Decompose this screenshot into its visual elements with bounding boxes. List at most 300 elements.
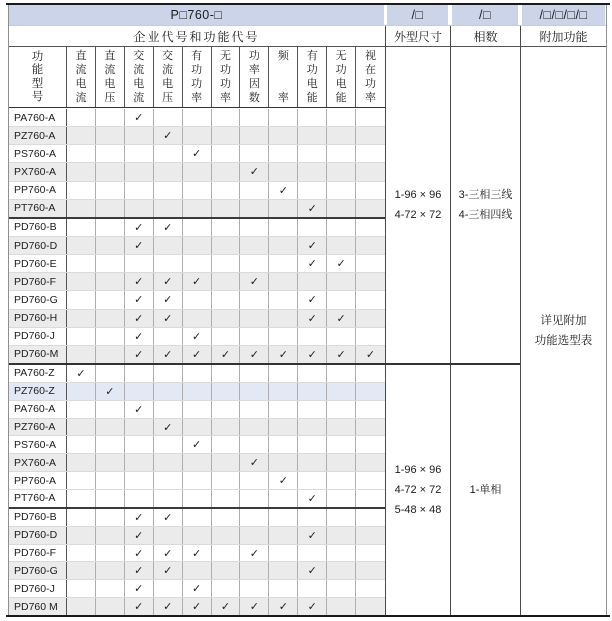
check-cell (183, 219, 212, 236)
check-cell (356, 200, 385, 217)
model-cell: PD760-F (9, 545, 67, 562)
check-cell (125, 163, 154, 180)
check-mark-cell: ✓ (125, 527, 154, 544)
check-cell (183, 109, 212, 126)
check-cell (298, 127, 327, 144)
check-cell (183, 509, 212, 526)
check-cell (96, 346, 125, 363)
phase-column-title: 相数 (473, 30, 498, 44)
model-cell: PZ760-A (9, 419, 67, 436)
check-cell (240, 562, 269, 579)
check-cell (67, 436, 96, 453)
check-cell (96, 365, 125, 382)
header-char: 无 (219, 50, 231, 62)
check-cell (298, 219, 327, 236)
model-cell: PD760-D (9, 527, 67, 544)
check-cell (327, 419, 356, 436)
table-row (9, 109, 385, 127)
model-cell: PD760-J (9, 580, 67, 597)
table-row (9, 182, 385, 200)
check-cell (125, 383, 154, 400)
header-char: 号 (31, 90, 44, 103)
header-char: 率 (248, 64, 260, 76)
check-cell (240, 109, 269, 126)
check-mark-cell: ✓ (154, 545, 183, 562)
dimension-option: 1-96 × 96 (394, 189, 442, 201)
check-cell (183, 200, 212, 217)
check-mark-cell: ✓ (125, 346, 154, 363)
check-cell (212, 562, 241, 579)
check-mark-cell: ✓ (298, 346, 327, 363)
check-cell (298, 545, 327, 562)
check-mark-cell: ✓ (240, 545, 269, 562)
check-cell (212, 219, 241, 236)
check-mark-cell: ✓ (298, 291, 327, 308)
check-cell (96, 291, 125, 308)
left-section-title: 企业代号和功能代号 (133, 30, 260, 44)
check-cell (269, 419, 298, 436)
check-mark-cell: ✓ (154, 509, 183, 526)
check-cell (96, 182, 125, 199)
check-cell (240, 291, 269, 308)
check-cell (327, 163, 356, 180)
check-mark-cell: ✓ (240, 273, 269, 290)
check-cell (67, 545, 96, 562)
check-cell (356, 598, 385, 615)
check-cell (240, 255, 269, 272)
table-row (9, 127, 385, 145)
check-cell (96, 237, 125, 254)
table-row (9, 419, 385, 437)
table-row (9, 436, 385, 454)
check-mark-cell: ✓ (298, 255, 327, 272)
check-cell (96, 598, 125, 615)
check-cell (298, 436, 327, 453)
check-cell (212, 200, 241, 217)
check-cell (154, 200, 183, 217)
check-cell (212, 273, 241, 290)
header-char: 电 (162, 78, 174, 90)
check-cell (240, 219, 269, 236)
check-cell (269, 273, 298, 290)
check-cell (298, 580, 327, 597)
header-char: 有 (306, 50, 318, 62)
check-cell (298, 472, 327, 489)
check-cell (67, 598, 96, 615)
check-cell (269, 163, 298, 180)
check-mark-cell: ✓ (298, 310, 327, 327)
check-cell (154, 182, 183, 199)
table-row (9, 237, 385, 255)
check-cell (269, 383, 298, 400)
check-cell (67, 401, 96, 418)
model-cell: PA760-A (9, 401, 67, 418)
check-cell (67, 454, 96, 471)
check-mark-cell: ✓ (154, 346, 183, 363)
check-mark-cell: ✓ (125, 273, 154, 290)
check-cell (327, 545, 356, 562)
check-cell (67, 255, 96, 272)
check-cell (240, 580, 269, 597)
check-cell (356, 255, 385, 272)
check-cell (212, 419, 241, 436)
model-cell: PS760-A (9, 145, 67, 162)
check-cell (67, 163, 96, 180)
check-cell (96, 509, 125, 526)
check-cell (96, 255, 125, 272)
extra-note-line: 功能选型表 (534, 335, 593, 347)
table-right-border (606, 5, 607, 615)
table-row (9, 365, 385, 383)
check-cell (298, 273, 327, 290)
column-header-7 (240, 47, 269, 107)
check-cell (240, 527, 269, 544)
check-cell (212, 328, 241, 345)
check-mark-cell: ✓ (298, 562, 327, 579)
check-cell (183, 237, 212, 254)
header-char: 功 (219, 64, 231, 76)
check-mark-cell: ✓ (125, 237, 154, 254)
check-cell (356, 145, 385, 162)
check-cell (298, 145, 327, 162)
check-cell (154, 490, 183, 507)
check-cell (327, 454, 356, 471)
check-cell (96, 436, 125, 453)
column-header-11 (356, 47, 385, 107)
extra-code-header: /□/□/□/□ (522, 5, 605, 25)
check-cell (240, 436, 269, 453)
check-cell (67, 310, 96, 327)
check-cell (212, 454, 241, 471)
check-cell (96, 200, 125, 217)
check-mark-cell: ✓ (183, 145, 212, 162)
check-cell (356, 401, 385, 418)
check-cell (67, 509, 96, 526)
table-row (9, 545, 385, 563)
check-cell (212, 509, 241, 526)
check-cell (67, 346, 96, 363)
header-char: 功 (191, 64, 203, 76)
check-cell (212, 527, 241, 544)
model-cell: PA760-A (9, 109, 67, 126)
check-cell (240, 472, 269, 489)
check-mark-cell: ✓ (298, 200, 327, 217)
header-char: 功 (191, 78, 203, 90)
check-mark-cell: ✓ (365, 348, 376, 361)
model-cell: PD760-G (9, 562, 67, 579)
phase-option: 3-三相三线 (458, 189, 513, 201)
check-cell (327, 237, 356, 254)
check-mark-cell: ✓ (298, 527, 327, 544)
phase-options-three-phase (451, 47, 520, 363)
check-cell (183, 490, 212, 507)
table-row (9, 219, 385, 237)
check-mark-cell: ✓ (269, 598, 298, 615)
check-cell (125, 419, 154, 436)
table-row (9, 401, 385, 419)
check-mark-cell: ✓ (240, 454, 269, 471)
check-cell (212, 310, 241, 327)
check-cell (269, 237, 298, 254)
model-cell: PX760-A (9, 454, 67, 471)
check-mark-cell: ✓ (125, 219, 154, 236)
check-mark-cell: ✓ (125, 509, 154, 526)
check-cell (269, 291, 298, 308)
check-cell (298, 509, 327, 526)
column-header-3 (125, 47, 154, 107)
table-row (9, 509, 385, 527)
column-header-10 (327, 47, 356, 107)
table-row (9, 562, 385, 580)
check-mark-cell: ✓ (240, 598, 269, 615)
check-cell (240, 127, 269, 144)
table-row (9, 255, 385, 273)
column-header-8 (269, 47, 298, 107)
check-mark-cell: ✓ (298, 490, 327, 507)
check-mark-cell: ✓ (96, 383, 125, 400)
check-cell (269, 145, 298, 162)
check-cell (269, 545, 298, 562)
check-cell (356, 182, 385, 199)
check-cell (212, 580, 241, 597)
check-mark-cell: ✓ (125, 310, 154, 327)
check-cell (125, 200, 154, 217)
header-char: 电 (306, 78, 318, 90)
header-char: 流 (133, 64, 145, 76)
header-char: 功 (248, 50, 260, 62)
check-cell (240, 490, 269, 507)
check-cell (269, 200, 298, 217)
check-cell (327, 490, 356, 507)
header-char: 压 (104, 92, 116, 104)
check-cell (125, 436, 154, 453)
check-mark-cell: ✓ (183, 328, 212, 345)
check-mark-cell: ✓ (327, 310, 356, 327)
header-char: 能 (335, 92, 347, 104)
check-mark-cell: ✓ (67, 365, 96, 382)
check-cell (356, 328, 385, 345)
check-cell (183, 291, 212, 308)
check-cell (298, 182, 327, 199)
check-cell (298, 163, 327, 180)
model-cell: PD760-B (9, 509, 67, 526)
check-cell (154, 383, 183, 400)
check-cell (154, 365, 183, 382)
check-cell (212, 109, 241, 126)
table-row (9, 328, 385, 346)
table-bottom-border (6, 615, 610, 617)
dimension-code-header: /□ (387, 5, 448, 25)
check-cell (96, 454, 125, 471)
check-cell (327, 472, 356, 489)
check-cell (67, 127, 96, 144)
check-cell (240, 310, 269, 327)
check-cell (96, 310, 125, 327)
check-cell (96, 219, 125, 236)
check-cell (67, 109, 96, 126)
dimension-options-single-phase (386, 365, 450, 615)
check-cell (356, 163, 385, 180)
check-mark-cell: ✓ (125, 580, 154, 597)
check-cell (269, 580, 298, 597)
model-cell: PD760 M (9, 598, 67, 615)
header-char: 直 (104, 50, 116, 62)
table-row (9, 291, 385, 309)
check-cell (183, 255, 212, 272)
check-mark-cell: ✓ (212, 598, 241, 615)
check-mark-cell: ✓ (240, 163, 269, 180)
check-cell (96, 545, 125, 562)
header-char: 能 (31, 64, 44, 77)
check-cell (96, 109, 125, 126)
check-cell (125, 472, 154, 489)
extra-function-note (521, 47, 606, 615)
check-cell (298, 401, 327, 418)
check-cell (240, 509, 269, 526)
table-left-border (8, 5, 9, 615)
header-char: 电 (75, 78, 87, 90)
check-cell (240, 419, 269, 436)
header-char: 率 (277, 92, 289, 104)
header-char: 流 (75, 64, 87, 76)
table-row (9, 310, 385, 328)
check-cell (356, 509, 385, 526)
column-header-4 (154, 47, 183, 107)
check-cell (154, 580, 183, 597)
check-cell (183, 527, 212, 544)
check-cell (269, 219, 298, 236)
model-cell: PS760-A (9, 436, 67, 453)
header-band-divider (8, 25, 607, 26)
check-mark-cell: ✓ (327, 255, 356, 272)
single-phase-section (9, 365, 385, 615)
header-char: 功 (219, 78, 231, 90)
check-cell (183, 127, 212, 144)
check-cell (67, 527, 96, 544)
check-cell (356, 436, 385, 453)
check-cell (212, 163, 241, 180)
check-cell (356, 365, 385, 382)
header-char: 型 (31, 77, 44, 90)
check-cell (125, 454, 154, 471)
phase-code-header: /□ (452, 5, 518, 25)
check-cell (298, 454, 327, 471)
table-row (9, 472, 385, 490)
check-cell (154, 401, 183, 418)
check-cell (269, 127, 298, 144)
check-cell (96, 145, 125, 162)
check-mark-cell: ✓ (154, 310, 183, 327)
model-cell: PD760-J (9, 328, 67, 345)
model-cell: PP760-A (9, 472, 67, 489)
check-cell (327, 219, 356, 236)
check-cell (212, 127, 241, 144)
dimension-column-title: 外型尺寸 (393, 30, 442, 44)
header-char: 功 (365, 78, 377, 90)
check-mark-cell: ✓ (212, 346, 241, 363)
check-cell (212, 182, 241, 199)
phase-options-single-phase (451, 365, 520, 615)
check-cell (327, 401, 356, 418)
check-cell (183, 163, 212, 180)
check-cell (67, 291, 96, 308)
phase-option: 4-三相四线 (458, 209, 513, 221)
check-cell (212, 237, 241, 254)
check-mark-cell: ✓ (240, 346, 269, 363)
check-cell (356, 527, 385, 544)
column-header-6 (212, 47, 241, 107)
header-char: 功 (335, 64, 347, 76)
check-cell (183, 365, 212, 382)
check-cell (356, 383, 385, 400)
column-header-1 (67, 47, 96, 107)
check-cell (212, 383, 241, 400)
model-code-header: P□760-□ (9, 5, 384, 25)
check-cell (96, 580, 125, 597)
check-cell (327, 200, 356, 217)
table-row (9, 273, 385, 291)
check-cell (269, 490, 298, 507)
check-cell (327, 598, 356, 615)
check-mark-cell: ✓ (183, 598, 212, 615)
check-cell (327, 365, 356, 382)
check-cell (356, 580, 385, 597)
model-selection-table (8, 3, 607, 617)
header-char: 功 (31, 51, 44, 63)
check-cell (67, 419, 96, 436)
check-cell (356, 109, 385, 126)
header-char: 功 (306, 64, 318, 76)
header-char: 率 (365, 92, 377, 104)
check-cell (327, 562, 356, 579)
check-mark-cell: ✓ (125, 545, 154, 562)
dimension-option: 4-72 × 72 (394, 209, 442, 221)
check-cell (125, 145, 154, 162)
check-mark-cell: ✓ (125, 598, 154, 615)
check-cell (327, 509, 356, 526)
check-cell (269, 527, 298, 544)
dimension-option: 1-96 × 96 (394, 464, 442, 476)
column-header-9 (298, 47, 327, 107)
check-mark-cell: ✓ (154, 291, 183, 308)
check-mark-cell: ✓ (269, 182, 298, 199)
check-cell (125, 182, 154, 199)
check-cell (327, 383, 356, 400)
check-cell (356, 237, 385, 254)
check-cell (327, 109, 356, 126)
check-cell (240, 237, 269, 254)
check-cell (154, 527, 183, 544)
check-mark-cell: ✓ (154, 419, 183, 436)
check-mark-cell: ✓ (298, 598, 327, 615)
check-mark-cell: ✓ (183, 346, 212, 363)
check-cell (67, 490, 96, 507)
check-cell (183, 401, 212, 418)
check-mark-cell: ✓ (154, 127, 183, 144)
model-column-header (9, 47, 67, 107)
check-cell (240, 200, 269, 217)
column-header-2 (96, 47, 125, 107)
check-cell (212, 255, 241, 272)
check-cell (96, 328, 125, 345)
check-cell (269, 310, 298, 327)
model-cell: PD760-F (9, 273, 67, 290)
check-cell (356, 419, 385, 436)
check-cell (212, 291, 241, 308)
check-cell (154, 454, 183, 471)
check-cell (67, 145, 96, 162)
header-char: 能 (306, 92, 318, 104)
